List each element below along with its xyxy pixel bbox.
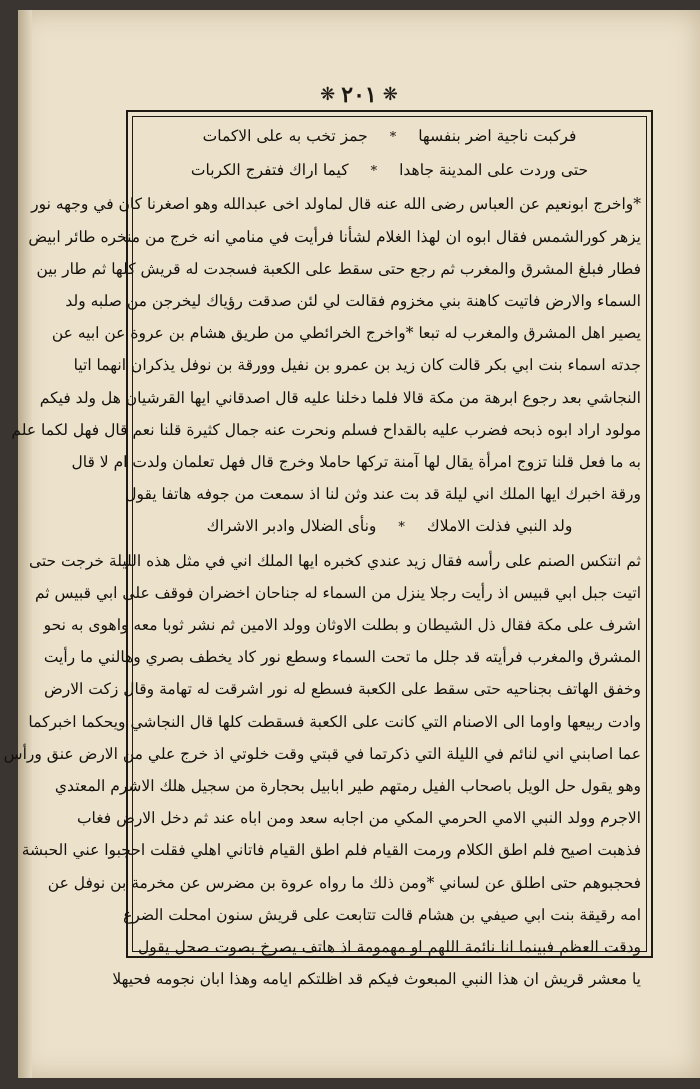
text-line: فذهبت اصيح فلم اطق الكلام ورمت القيام فلم اطق القيام فاتاني اهلي فقلت احجبوا عني الحبشة	[21, 841, 641, 860]
verse-hemistich-left: ونأى الضلال وادبر الاشراك	[206, 517, 377, 536]
page-header	[18, 80, 700, 110]
verse-hemistich-right: ولد النبي فذلت الاملاك	[426, 517, 573, 536]
text-line: الاجرم وولد النبي الامي الحرمي المكي من اجابه سعد ومن اباه عند ثم دخل الارض فغاب	[76, 809, 641, 828]
verse-hemistich-left: كيما اراك فتفرج الكربات	[190, 161, 349, 180]
text-line: عما اصابني اني لنائم في الليلة التي ذكرتما في قبتي وقت خلوتي اذ خرج علي من الارض عنق ورأس	[3, 744, 641, 763]
verse-separator: *	[389, 130, 397, 145]
verse-hemistich-left: جمز تخب به على الاكمات	[202, 127, 368, 145]
verse-line	[138, 154, 641, 188]
verse-hemistich-right: حتى وردت على المدينة جاهدا	[399, 161, 589, 180]
text-line: السماء والارض فاتيت كاهنة بني مخزوم فقالت لي لئن صدقت رؤياك ليخرجن من صلبه ولد	[65, 292, 641, 311]
text-frame	[3, 110, 653, 989]
text-line: اتيت جبل ابي قبيس اذ رأيت رجلا ينزل من السماء له جناحان اخضران فوقف على ابي قبيس ثم	[34, 583, 641, 602]
text-line: فطار فبلغ المشرق والمغرب ثم رجع حتى سقط على الكعبة فسجدت له قريش كلها ثم طار بين	[36, 259, 641, 278]
text-line: ورقة اخبرك ايها الملك اني ليلة قد بت عند وثن لنا اذ سمعت من جوفه هاتفا يقول	[125, 485, 641, 504]
text-line: المشرق والمغرب فرأيته قد جلل ما تحت السماء وسطع نور كاد يخطف بصري وهالني ما رأيت	[43, 648, 641, 667]
text-line: جدته اسماء بنت ابي بكر قالت كان زيد بن عمرو بن نفيل وورقة بن نوفل يذكران انهما اتيا	[73, 356, 641, 375]
text-line: النجاشي بعد رجوع ابرهة من مكة قالا فلما دخلنا عليه قال اصدقاني ايها القرشيان هل ولد فيكم	[39, 388, 641, 407]
text-line: وخفق الهاتف بجناحيه حتى سقط على الكعبة فسطع له نور اشرقت له تهامة وقال زكت الارض	[43, 680, 641, 699]
ornament-right: ❋	[382, 84, 398, 105]
text-line: اشرف على مكة فقال ذل الشيطان و بطلت الاوثان وولد الامين ثم نشر ثوبا معه واهوى به نحو	[43, 616, 641, 635]
page-number: ٢٠١	[341, 82, 377, 108]
text-line: *واخرج ابونعيم عن العباس رضى الله عنه قال لماولد اخى عبدالله وهو اصغرنا كان في وجهه نور	[31, 195, 641, 214]
text-line: يزهر كورالشمس فقال ابوه ان لهذا الغلام لشأنا فرأيت في منامي انه خرج من منخره طائر ابيض	[28, 227, 641, 246]
text-line: ثم انتكس الصنم على رأسه فقال زيد عندي كخبره ايها الملك اني في مثل هذه الليلة خرجت حتى	[28, 551, 641, 570]
text-line: يا معشر قريش ان هذا النبي المبعوث فيكم قد اظلتكم ايامه وهذا ابان نجومه فحيهلا	[112, 970, 641, 989]
verse-hemistich-right: فركبت ناجية اضر بنفسها	[418, 127, 577, 145]
verse-line	[138, 120, 641, 154]
ornament-left: ❋	[320, 84, 336, 105]
text-line: يصير اهل المشرق والمغرب له تبعا *واخرج الخرائطي من طريق هشام بن عروة عن ابيه عن	[51, 324, 641, 343]
verse-line	[138, 510, 641, 544]
verse-separator: *	[370, 164, 378, 180]
text-line: ودقت العظم فبينما انا نائمة اللهم او مهمومة اذ هاتف يصرخ بصوت صحل يقول	[138, 938, 641, 957]
text-line: وادت ربيعها واوما الى الاصنام التي كانت على الكعبة فسقطت كلها قال النجاشي ويحكما اخبركما	[28, 712, 641, 731]
text-line: امه رقيقة بنت ابي صيفي بن هشام قالت تتابعت على قريش سنون امحلت الضرع	[123, 905, 641, 924]
text-line: فحجبوهم حتى اطلق عن لساني *ومن ذلك ما رواه عروة بن مضرس عن مخرمة بن نوفل عن	[47, 873, 641, 892]
text-block	[3, 120, 641, 989]
text-line: مولود اراد ابوه ذبحه فضرب عليه بالقداح فسلم ونحرت عنه جمال كثيرة قلنا نعم قال فهل لكما علم	[11, 420, 641, 439]
text-line: وهو يقول حل الويل باصحاب الفيل رمتهم طير ابابيل بحجارة من سجيل هلك الاشرم المعتدي	[54, 777, 641, 796]
book-page	[3, 10, 700, 1078]
verse-separator: *	[398, 520, 405, 536]
text-line: به ما فعل قلنا تزوج امرأة يقال لها آمنة تركها حاملا وخرج قال فهل تعلمان ولدت ام لا قال	[71, 453, 641, 472]
